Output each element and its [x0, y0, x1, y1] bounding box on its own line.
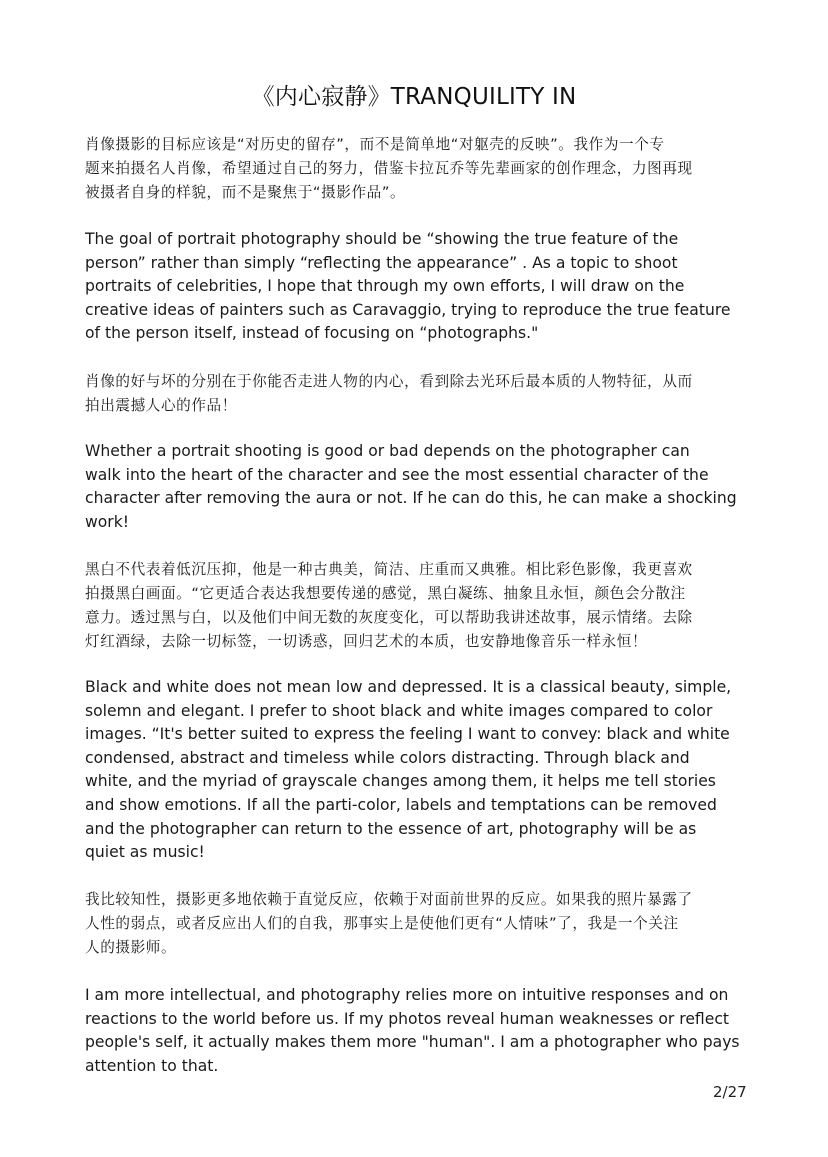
text-line: 灯红酒绿，去除一切标签，一切诱惑，回归艺术的本质，也安静地像音乐一样永恒！	[85, 633, 648, 650]
paragraph-en-4	[85, 984, 750, 1078]
paragraph-en-1	[85, 228, 750, 346]
paragraph-zh-2	[85, 370, 750, 418]
text-line: white, and the myriad of grayscale changes among them, it helps me tell stories	[85, 772, 716, 791]
paragraph-en-2	[85, 440, 750, 534]
text-line: 拍出震撼人心的作品！	[85, 397, 237, 414]
text-line: reactions to the world before us. If my photos reveal human weaknesses or reflect	[85, 1009, 730, 1028]
text-line: condensed, abstract and timeless while colors distracting. Through black and	[85, 748, 690, 767]
text-line: person” rather than simply “reflecting the appearance” . As a topic to shoot	[85, 253, 678, 272]
text-line: 拍摄黑白画面。“它更适合表达我想要传递的感觉，黑白凝练、抽象且永恒，颜色会分散注	[85, 585, 686, 602]
text-line: 我比较知性，摄影更多地依赖于直觉反应，依赖于对面前世界的反应。如果我的照片暴露了	[85, 891, 693, 908]
paragraph-zh-1	[85, 133, 750, 205]
text-line: 题来拍摄名人肖像，希望通过自己的努力，借鉴卡拉瓦乔等先辈画家的创作理念，力图再现	[85, 160, 693, 177]
text-line: walk into the heart of the character and see the most essential character of the	[85, 465, 709, 484]
text-line: quiet as music!	[85, 843, 205, 862]
text-line: 肖像的好与坏的分别在于你能否走进人物的内心，看到除去光环后最本质的人物特征，从而	[85, 373, 693, 390]
text-line: 意力。透过黑与白，以及他们中间无数的灰度变化，可以帮助我讲述故事，展示情绪。去除	[85, 609, 693, 626]
text-line: solemn and elegant. I prefer to shoot black and white images compared to color	[85, 701, 713, 720]
page-number: 2/27	[713, 1083, 747, 1101]
text-line: The goal of portrait photography should be “showing the true feature of the	[85, 230, 679, 248]
paragraph-zh-4	[85, 888, 750, 960]
text-line: 被摄者自身的样貌，而不是聚焦于“摄影作品”。	[85, 184, 406, 201]
text-line: creative ideas of painters such as Caravaggio, trying to reproduce the true feature	[85, 300, 731, 319]
paragraph-zh-3	[85, 558, 750, 654]
text-line: I am more intellectual, and photography relies more on intuitive responses and on	[85, 986, 729, 1004]
document-title: 《内心寂静》TRANQUILITY IN	[251, 84, 577, 110]
text-line: 人的摄影师。	[85, 939, 177, 956]
text-line: 人性的弱点，或者反应出人们的自我，那事实上是使他们更有“人情味”了，我是一个关注	[85, 915, 679, 932]
text-line: of the person itself, instead of focusing on “photographs."	[85, 324, 539, 343]
text-line: 肖像摄影的目标应该是“对历史的留存”，而不是简单地“对躯壳的反映”。我作为一个专	[85, 136, 665, 153]
text-line: character after removing the aura or not. If he can do this, he can make a shocking	[85, 489, 737, 508]
paragraph-en-3	[85, 676, 750, 865]
text-line: images. “It's better suited to express the feeling I want to convey: black and white	[85, 725, 730, 744]
text-line: work!	[85, 512, 129, 531]
text-line: attention to that.	[85, 1056, 219, 1075]
text-line: and the photographer can return to the essence of art, photography will be as	[85, 819, 697, 838]
text-line: portraits of celebrities, I hope that through my own efforts, I will draw on the	[85, 277, 685, 296]
text-line: people's self, it actually makes them more "human". I am a photographer who pays	[85, 1033, 740, 1052]
text-line: and show emotions. If all the parti-color, labels and temptations can be removed	[85, 795, 717, 814]
text-line: 黑白不代表着低沉压抑，他是一种古典美，简洁、庄重而又典雅。相比彩色影像，我更喜欢	[85, 561, 693, 578]
text-line: Whether a portrait shooting is good or bad depends on the photographer can	[85, 442, 690, 460]
text-line: Black and white does not mean low and depressed. It is a classical beauty, simple,	[85, 678, 732, 696]
